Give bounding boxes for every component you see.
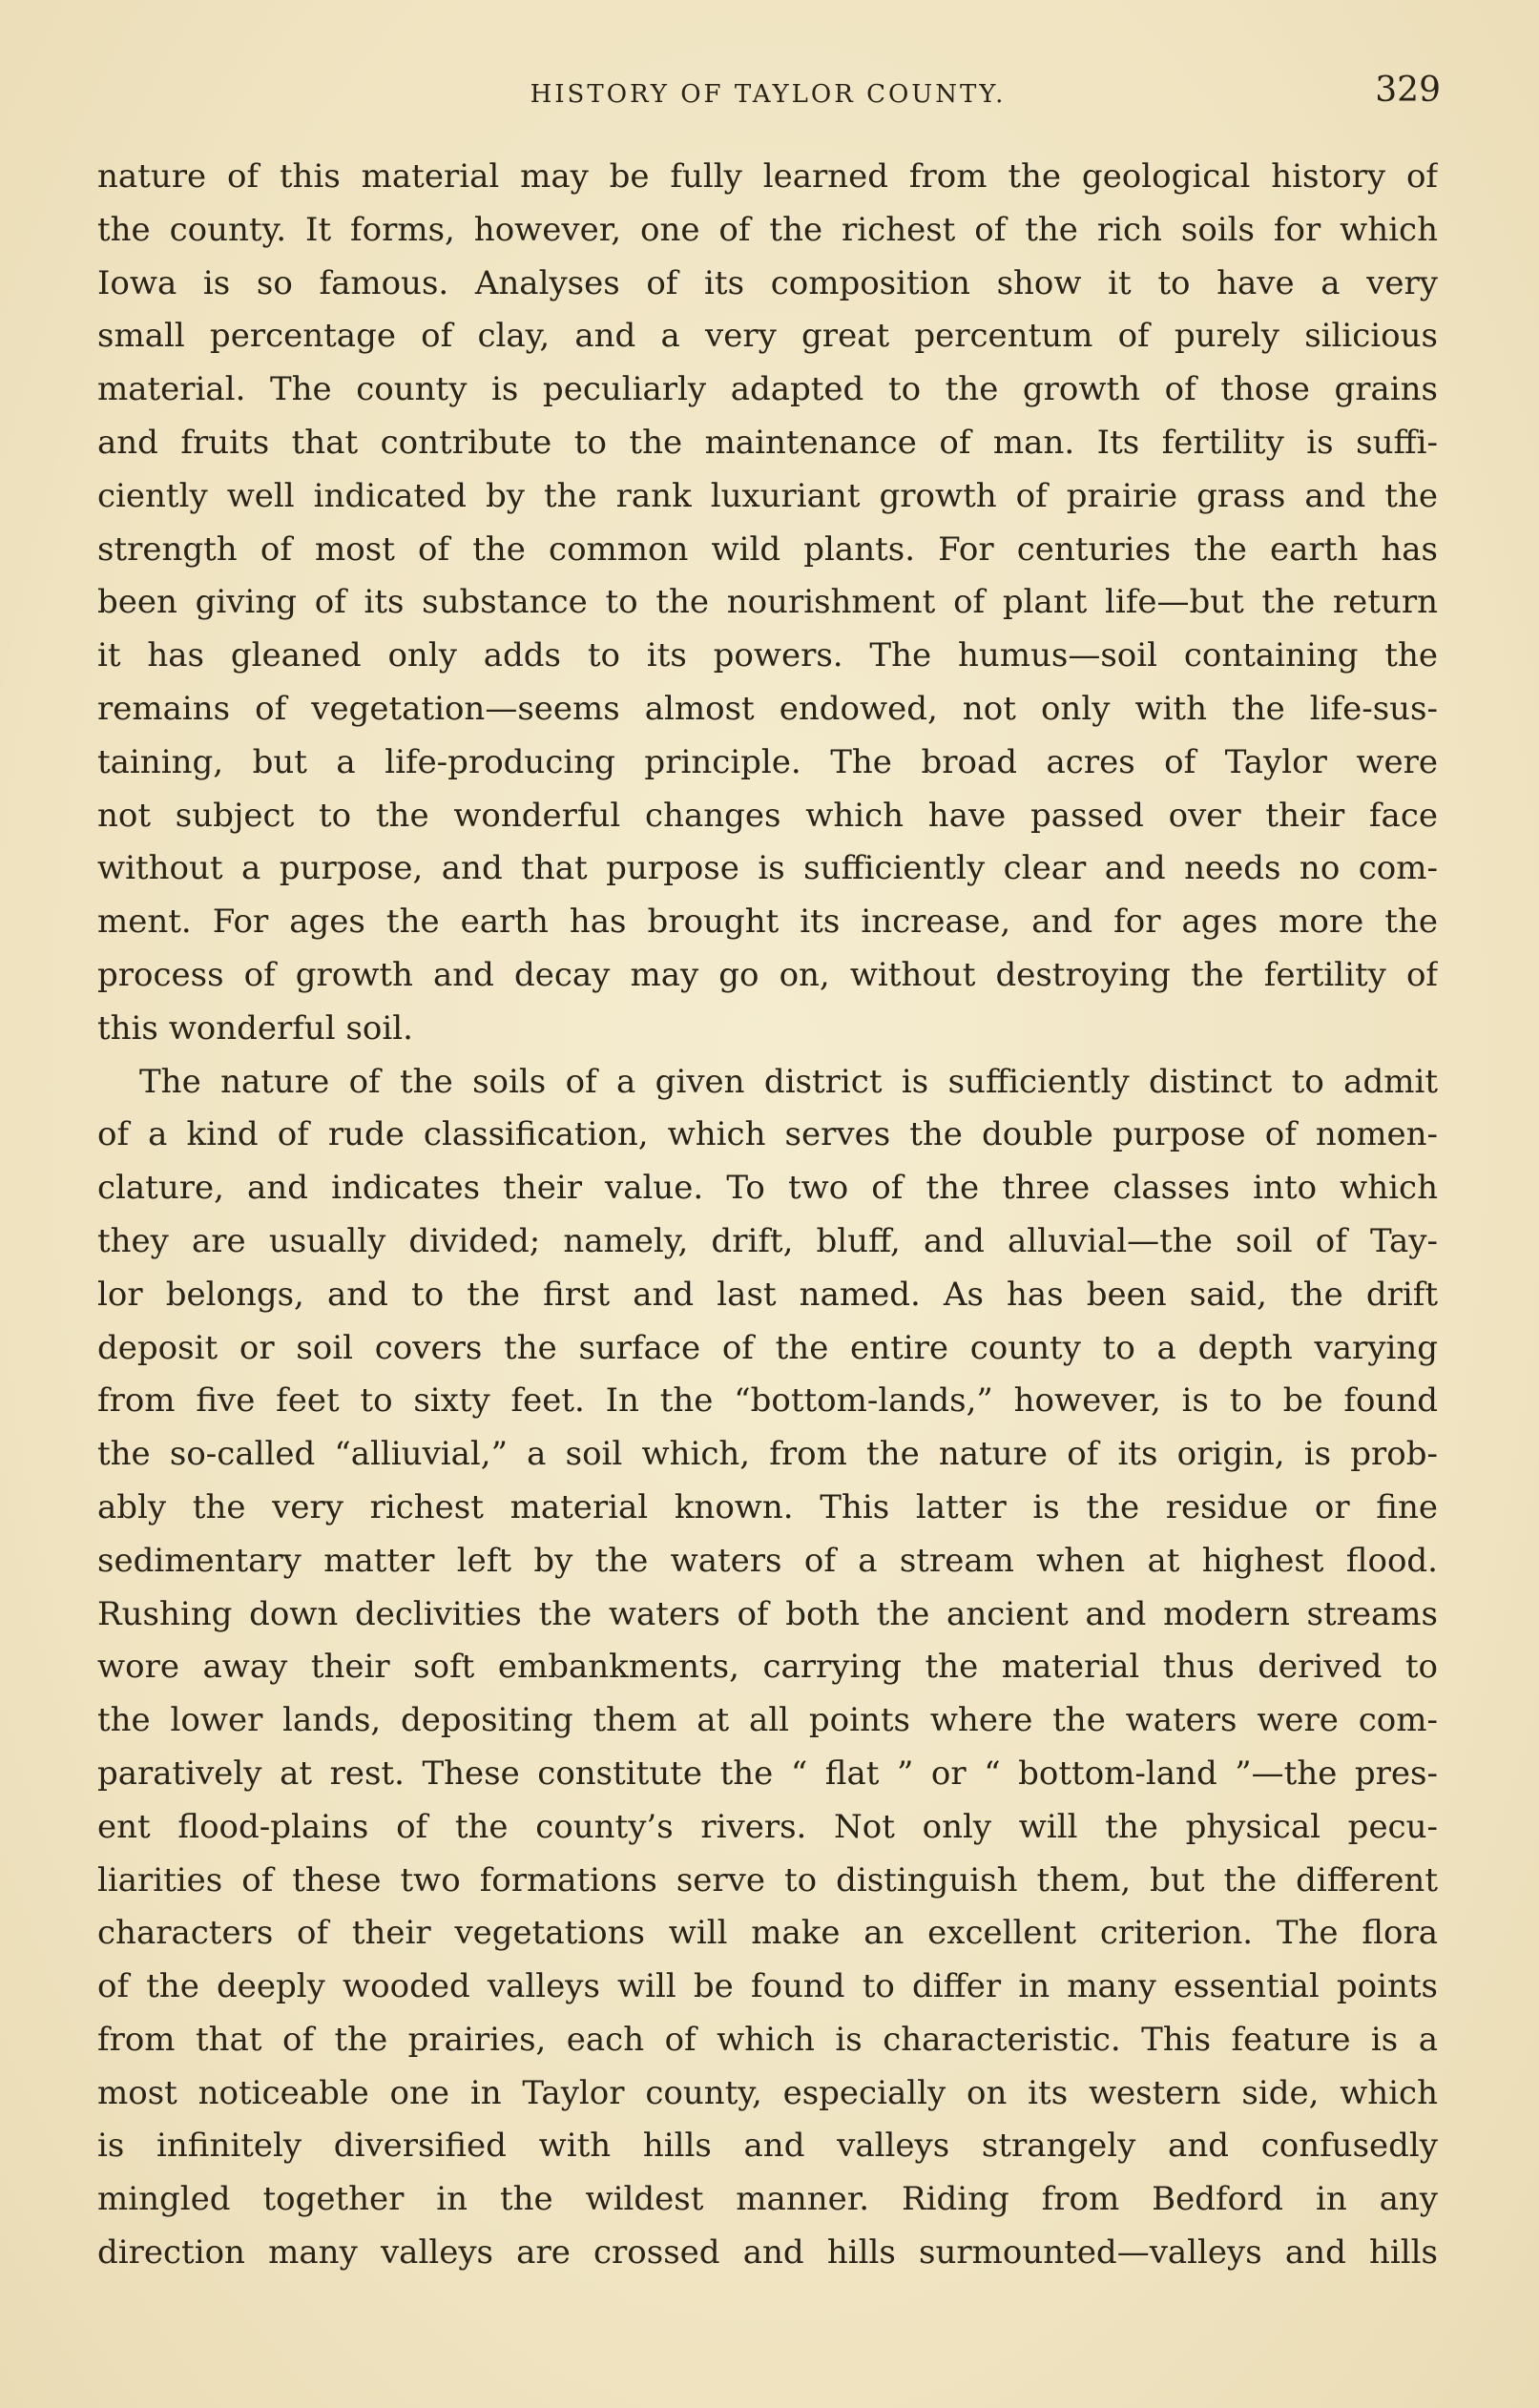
text-line: been giving of its substance to the nourishment of plant life—but the return <box>97 583 1438 622</box>
text-line: paratively at rest. These constitute the “ flat ” or “ bottom-land ”—the pres- <box>97 1754 1438 1793</box>
text-line: The nature of the soils of a given district is sufficiently distinct to admit <box>139 1062 1438 1101</box>
text-line: the so-called “alliuvial,” a soil which, from the nature of its origin, is prob- <box>97 1435 1438 1474</box>
text-line: lor belongs, and to the first and last named. As has been said, the drift <box>97 1275 1438 1314</box>
text-line: ment. For ages the earth has brought its increase, and for ages more the <box>97 903 1438 942</box>
text-line: small percentage of clay, and a very great percentum of purely silicious <box>97 317 1438 356</box>
text-line: of a kind of rude classification, which serves the double purpose of nomen- <box>97 1115 1438 1154</box>
text-line: nature of this material may be fully learned from the geological history of <box>97 157 1438 196</box>
text-line: is infinitely diversified with hills and valleys strangely and confusedly <box>97 2127 1438 2166</box>
text-line: clature, and indicates their value. To two of the three classes into which <box>97 1169 1438 1208</box>
text-line: this wonderful soil. <box>97 1008 413 1048</box>
text-line: Rushing down declivities the waters of both the ancient and modern streams <box>97 1594 1438 1633</box>
text-line: it has gleaned only adds to its powers. The humus—soil containing the <box>97 636 1438 675</box>
text-line: sedimentary matter left by the waters of a stream when at highest flood. <box>97 1541 1438 1580</box>
text-line: and fruits that contribute to the maintenance of man. Its fertility is suffi- <box>97 423 1438 462</box>
text-line: process of growth and decay may go on, without destroying the fertility of <box>97 955 1438 994</box>
text-line: they are usually divided; namely, drift, bluff, and alluvial—the soil of Tay- <box>97 1221 1438 1260</box>
running-title: HISTORY OF TAYLOR COUNTY. <box>530 80 1007 109</box>
text-line: deposit or soil covers the surface of the entire county to a depth varying <box>97 1328 1438 1367</box>
text-line: ably the very richest material known. This latter is the residue or fine <box>97 1487 1438 1526</box>
running-head <box>95 71 1441 118</box>
page-number: 329 <box>1375 71 1441 110</box>
text-line: taining, but a life-producing principle. The broad acres of Taylor were <box>97 742 1438 781</box>
text-line: remains of vegetation—seems almost endowed, not only with the life-sus- <box>97 689 1438 728</box>
text-line: most noticeable one in Taylor county, especially on its western side, which <box>97 2073 1438 2112</box>
text-line: from five feet to sixty feet. In the “bottom-lands,” however, is to be found <box>97 1381 1438 1421</box>
text-line: characters of their vegetations will make an excellent criterion. The flora <box>97 1914 1438 1953</box>
text-line: liarities of these two formations serve to distinguish them, but the different <box>97 1860 1438 1899</box>
body-text <box>97 151 1438 2280</box>
text-line: of the deeply wooded valleys will be found to differ in many essential points <box>97 1967 1438 2006</box>
text-line: the lower lands, depositing them at all points where the waters were com- <box>97 1701 1438 1740</box>
text-line: strength of most of the common wild plants. For centuries the earth has <box>97 529 1438 569</box>
text-line: the county. It forms, however, one of the richest of the rich soils for which <box>97 210 1438 249</box>
text-line: ciently well indicated by the rank luxuriant growth of prairie grass and the <box>97 476 1438 515</box>
text-line: direction many valleys are crossed and hills surmounted—valleys and hills <box>97 2233 1438 2273</box>
text-line: from that of the prairies, each of which is characteristic. This feature is a <box>97 2020 1438 2059</box>
text-line: without a purpose, and that purpose is sufficiently clear and needs no com- <box>97 849 1438 888</box>
text-line: material. The county is peculiarly adapted to the growth of those grains <box>97 370 1438 409</box>
text-line: mingled together in the wildest manner. Riding from Bedford in any <box>97 2180 1438 2219</box>
text-line: wore away their soft embankments, carrying the material thus derived to <box>97 1648 1438 1687</box>
text-line: not subject to the wonderful changes which have passed over their face <box>97 796 1438 835</box>
text-line: Iowa is so famous. Analyses of its composition show it to have a very <box>97 263 1438 302</box>
text-line: ent flood-plains of the county’s rivers. Not only will the physical pecu- <box>97 1807 1438 1846</box>
